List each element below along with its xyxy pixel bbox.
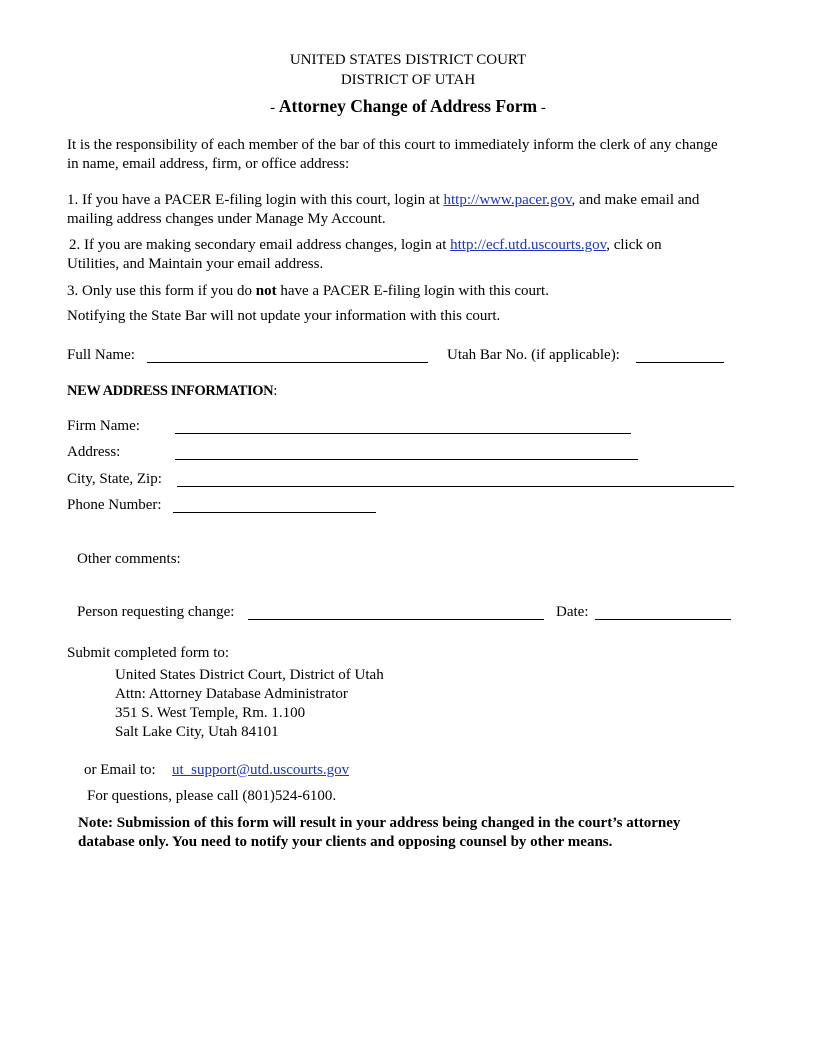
- bar-number-field[interactable]: [636, 348, 724, 363]
- section-heading-colon: :: [273, 383, 278, 399]
- instruction-2-text: 2. If you are making secondary email address changes, login at: [69, 237, 447, 253]
- instruction-3-text: 3. Only use this form if you do: [67, 283, 252, 299]
- title-dash-right: -: [540, 100, 546, 116]
- other-comments-label: Other comments:: [77, 551, 181, 567]
- form-title-line: [0, 97, 816, 118]
- ecf-link[interactable]: http://ecf.utd.uscourts.gov: [450, 237, 607, 253]
- instruction-3: [67, 282, 549, 301]
- instruction-2-after: , click on: [606, 237, 662, 253]
- city-state-zip-field[interactable]: [177, 472, 734, 487]
- submission-note-line1: Note: Submission of this form will result in your address being changed in the court’s attorney: [78, 815, 681, 831]
- support-email-link[interactable]: ut_support@utd.uscourts.gov: [172, 762, 350, 778]
- bar-number-label: Utah Bar No. (if applicable):: [447, 347, 620, 363]
- court-name: UNITED STATES DISTRICT COURT: [289, 52, 527, 68]
- city-state-zip-label: City, State, Zip:: [67, 471, 162, 487]
- firm-name-field[interactable]: [175, 419, 631, 434]
- full-name-field[interactable]: [147, 348, 428, 363]
- firm-name-label: Firm Name:: [67, 418, 140, 434]
- email-label: or Email to:: [84, 762, 156, 778]
- title-dash-left: -: [270, 100, 276, 116]
- instruction-3-emphasis: not: [255, 283, 277, 299]
- date-field[interactable]: [595, 605, 731, 620]
- instruction-1-text: 1. If you have a PACER E-filing login with this court, login at: [67, 192, 440, 208]
- person-requesting-field[interactable]: [248, 605, 544, 620]
- address-field[interactable]: [175, 445, 638, 460]
- mailing-address-line: United States District Court, District of Utah: [115, 667, 384, 683]
- mailing-address-line: Salt Lake City, Utah 84101: [115, 724, 279, 740]
- instruction-2-line2: Utilities, and Maintain your email address.: [67, 256, 324, 272]
- instruction-3-rest: have a PACER E-filing login with this court.: [280, 283, 549, 299]
- date-label: Date:: [556, 604, 589, 620]
- address-label: Address:: [67, 444, 121, 460]
- mailing-address-line: Attn: Attorney Database Administrator: [115, 686, 348, 702]
- instruction-1-line1: [67, 191, 699, 210]
- phone-number-field[interactable]: [173, 498, 376, 513]
- instruction-2-line1: [69, 236, 662, 255]
- instruction-1-line2: mailing address changes under Manage My Account.: [67, 211, 386, 227]
- person-requesting-label: Person requesting change:: [77, 604, 235, 620]
- section-heading-text: NEW ADDRESS INFORMATION: [67, 383, 274, 399]
- intro-paragraph: It is the responsibility of each member of the bar of this court to immediately inform the clerk of any change in name, email address, firm, or office address:: [67, 137, 718, 172]
- new-address-heading: [67, 382, 277, 401]
- page-title: Attorney Change of Address Form: [278, 96, 538, 116]
- pacer-link[interactable]: http://www.pacer.gov: [443, 192, 572, 208]
- state-bar-note: Notifying the State Bar will not update your information with this court.: [67, 308, 501, 324]
- questions-line: For questions, please call (801)524-6100.: [87, 788, 337, 804]
- submission-note-line2: database only. You need to notify your clients and opposing counsel by other means.: [78, 834, 613, 850]
- instruction-1-after: , and make email and: [571, 192, 700, 208]
- mailing-address-line: 351 S. West Temple, Rm. 1.100: [115, 705, 306, 721]
- submit-label: Submit completed form to:: [67, 645, 230, 661]
- district-name: DISTRICT OF UTAH: [340, 72, 476, 88]
- phone-number-label: Phone Number:: [67, 497, 162, 513]
- full-name-label: Full Name:: [67, 347, 135, 363]
